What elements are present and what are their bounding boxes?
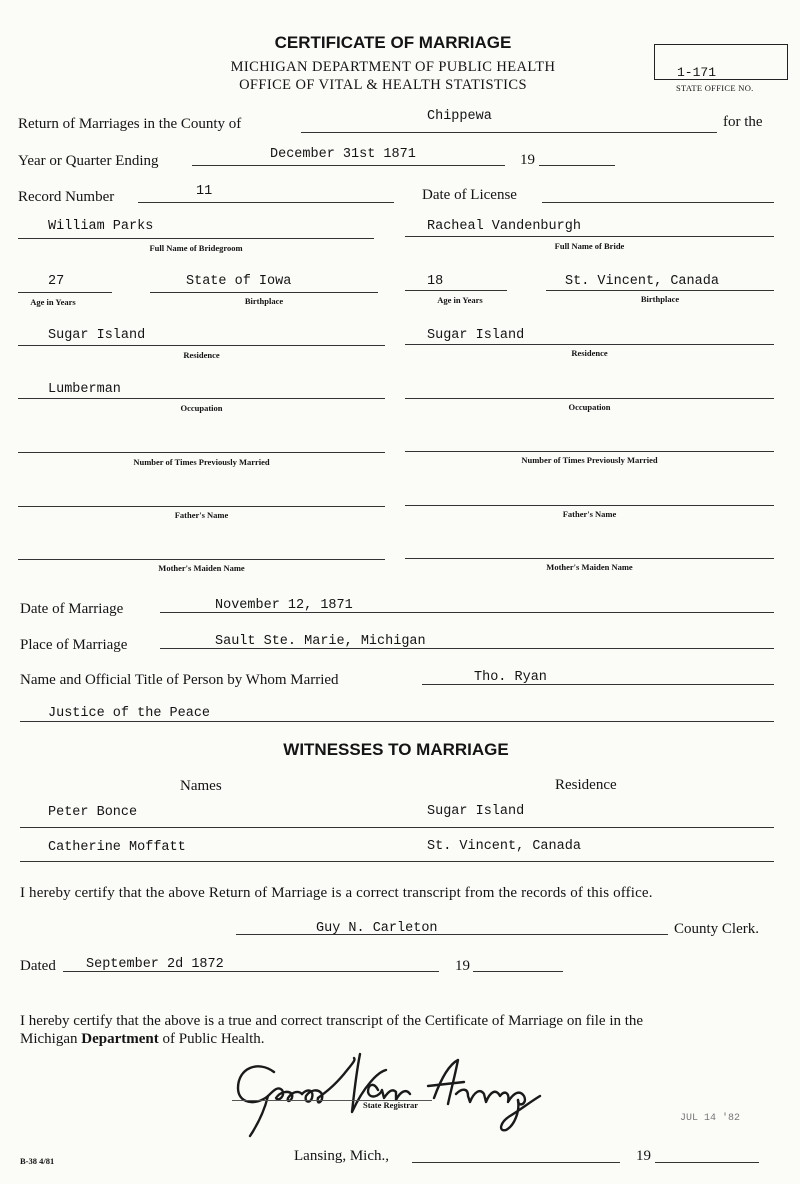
certify-registrar-text: I hereby certify that the above is a true and correct transcript of the Certificate of Marriage on file in the [20, 1013, 644, 1029]
groom-name: William Parks [48, 219, 154, 234]
bride-residence-line [405, 344, 774, 345]
state-registrar-label: State Registrar [363, 1100, 418, 1110]
county-line [301, 132, 717, 133]
lansing-year-prefix: 19 [636, 1148, 651, 1164]
bride-times-line [405, 451, 774, 452]
bride-occupation-line [405, 398, 774, 399]
bride-mother-label: Mother's Maiden Name [546, 562, 633, 572]
witness-residence-header: Residence [555, 777, 617, 793]
county-label: Return of Marriages in the County of [18, 116, 242, 132]
record-number-value: 11 [196, 184, 213, 199]
department-line: MICHIGAN DEPARTMENT OF PUBLIC HEALTH [230, 59, 556, 75]
groom-birthplace-label: Birthplace [244, 296, 284, 306]
lansing-label: Lansing, Mich., [294, 1148, 389, 1164]
groom-birthplace-line [150, 292, 378, 293]
certify-line2-michigan: Michigan [20, 1031, 82, 1047]
dated-label: Dated [20, 958, 56, 974]
place-of-marriage-label: Place of Marriage [20, 637, 128, 653]
bride-age-label: Age in Years [437, 295, 483, 305]
quarter-label: Year or Quarter Ending [18, 153, 159, 169]
groom-birthplace: State of Iowa [186, 274, 292, 289]
groom-occupation-line [18, 398, 385, 399]
lansing-line [412, 1162, 620, 1163]
quarter-year-prefix: 19 [520, 152, 535, 168]
groom-residence-line [18, 345, 385, 346]
bride-birthplace-line [546, 290, 774, 291]
witness-names-header: Names [180, 778, 222, 794]
groom-age-line [18, 292, 112, 293]
bride-residence-label: Residence [571, 348, 608, 358]
received-stamp: JUL 14 '82 [680, 1113, 741, 1124]
witness-2-line [20, 861, 774, 862]
certificate-title: CERTIFICATE OF MARRIAGE [274, 33, 512, 52]
groom-times-label: Number of Times Previously Married [133, 457, 270, 467]
dated-year-prefix: 19 [455, 958, 470, 974]
groom-age-label: Age in Years [30, 297, 76, 307]
county-value: Chippewa [427, 109, 492, 124]
bride-birthplace: St. Vincent, Canada [565, 274, 719, 289]
groom-mother-label: Mother's Maiden Name [158, 563, 245, 573]
lansing-year-line [655, 1162, 759, 1163]
groom-occupation-label: Occupation [180, 403, 223, 413]
county-clerk-label: County Clerk. [674, 921, 759, 937]
state-office-number: 1-171 [677, 65, 717, 80]
groom-name-label: Full Name of Bridegroom [149, 243, 243, 253]
groom-residence: Sugar Island [48, 328, 146, 343]
office-line: OFFICE OF VITAL & HEALTH STATISTICS [239, 77, 527, 93]
quarter-year-line [539, 165, 615, 166]
groom-father-line [18, 506, 385, 507]
bride-occupation-label: Occupation [568, 402, 611, 412]
bride-father-line [405, 505, 774, 506]
groom-residence-label: Residence [183, 350, 220, 360]
quarter-line [192, 165, 505, 166]
date-of-marriage-value: November 12, 1871 [215, 598, 353, 613]
bride-times-label: Number of Times Previously Married [521, 455, 658, 465]
groom-name-line [18, 238, 374, 239]
bride-residence: Sugar Island [427, 328, 525, 343]
groom-mother-line [18, 559, 385, 560]
bride-birthplace-label: Birthplace [640, 294, 680, 304]
place-of-marriage-value: Sault Ste. Marie, Michigan [215, 634, 426, 649]
certify-line2-department: Department [81, 1031, 159, 1047]
witness-1-name: Peter Bonce [48, 805, 138, 820]
registrar-line [232, 1100, 432, 1101]
witness-2-residence: St. Vincent, Canada [427, 839, 581, 854]
date-of-marriage-label: Date of Marriage [20, 601, 124, 617]
bride-name-label: Full Name of Bride [554, 241, 625, 251]
bride-age: 18 [427, 274, 444, 289]
groom-father-label: Father's Name [174, 510, 229, 520]
witness-2-name: Catherine Moffatt [48, 840, 186, 855]
groom-occupation: Lumberman [48, 382, 121, 397]
for-the-label: for the [723, 114, 763, 130]
officiant-name: Tho. Ryan [474, 670, 547, 685]
dated-year-line [473, 971, 563, 972]
bride-mother-line [405, 558, 774, 559]
clerk-name: Guy N. Carleton [316, 921, 438, 936]
state-office-label: STATE OFFICE NO. [676, 83, 754, 93]
witness-1-line [20, 827, 774, 828]
bride-name: Racheal Vandenburgh [427, 219, 581, 234]
certify-line2-rest: of Public Health. [158, 1031, 265, 1047]
state-office-box [654, 44, 788, 80]
bride-age-line [405, 290, 507, 291]
bride-name-line [405, 236, 774, 237]
officiant-title: Justice of the Peace [48, 706, 211, 721]
groom-age: 27 [48, 274, 65, 289]
officiant-label: Name and Official Title of Person by Whom Married [20, 672, 339, 688]
state-registrar-signature [228, 1046, 548, 1142]
certify-clerk-text: I hereby certify that the above Return of Marriage is a correct transcript from the records of this office. [20, 885, 653, 901]
date-of-license-label: Date of License [422, 187, 517, 203]
witnesses-title: WITNESSES TO MARRIAGE [283, 740, 509, 759]
record-number-line [138, 202, 394, 203]
record-number-label: Record Number [18, 189, 115, 205]
witness-1-residence: Sugar Island [427, 804, 525, 819]
clerk-line [236, 934, 668, 935]
date-of-license-line [542, 202, 774, 203]
quarter-value: December 31st 1871 [270, 147, 416, 162]
officiant-title-line [20, 721, 774, 722]
bride-father-label: Father's Name [562, 509, 617, 519]
form-code: B-38 4/81 [20, 1156, 55, 1166]
dated-value: September 2d 1872 [86, 957, 224, 972]
groom-times-line [18, 452, 385, 453]
